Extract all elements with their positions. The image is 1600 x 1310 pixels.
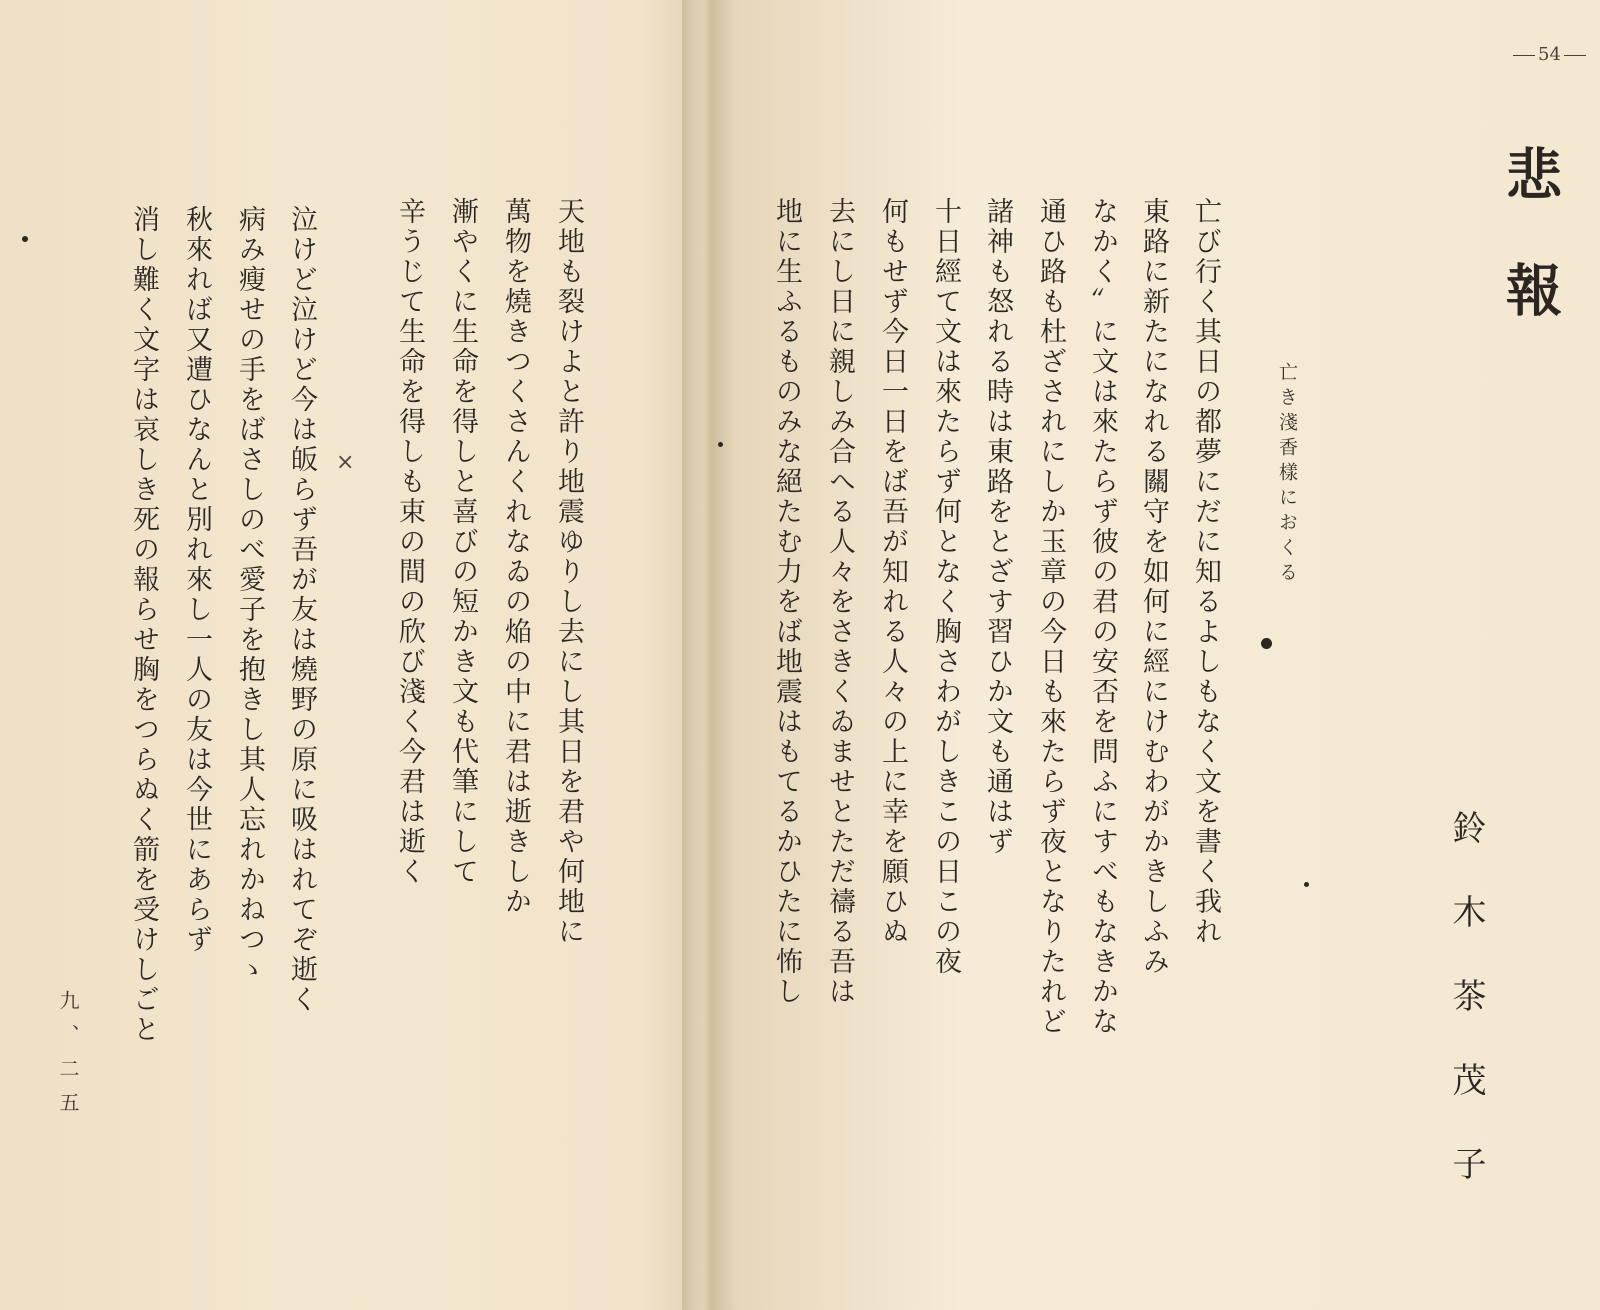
poem-line: 地に生ふるものみな絕たむ力をば地震はもてるかひたに怖し [771,197,802,1007]
poem-line: 辛うじて生命を得しも束の間の欣び淺く今君は逝く [394,197,425,887]
ink-speck [718,442,723,447]
poem-line: 何もせず今日一日をば吾が知れる人々の上に幸を願ひぬ [877,197,908,947]
poem-line: 消し難く文字は哀しき死の報らせ胸をつらぬく箭を受けしごと [128,205,159,1045]
ink-speck [22,236,28,242]
dedication: 亡き淺香樣におくる [1276,362,1298,587]
poem-line: 漸やくに生命を得しと喜びの短かき文も代筆にして [447,197,478,887]
poem-line: 去にし日に親しみ合へる人々をさきくゐませとただ禱る吾は [824,197,855,1007]
poem-line: 秋來れば又遭ひなんと別れ來し一人の友は今世にあらず [181,205,212,955]
ink-speck [1304,882,1309,887]
poem-line: なかく〟に文は來たらず彼の君の安否を問ふにすべもなきかな [1087,197,1118,1037]
poem-line: 通ひ路も杜ざされにしか玉章の今日も來たらず夜となりたれど [1035,197,1066,1037]
poem-line: 萬物を燒きつくさんくれなゐの焔の中に君は逝きしか [500,197,531,917]
bullet-mark [1261,638,1272,649]
poem-line: 泣けど泣けど今は皈らず吾が友は燒野の原に吸はれてぞ逝く [286,205,317,1015]
poem-line: 天地も裂けよと許り地震ゆりし去にし其日を君や何地に [553,197,584,947]
poem-line: 諸神も怒れる時は東路をとざす習ひか文も通はず [982,197,1013,857]
section-separator: × [336,450,355,475]
poem-line: 亡び行く其日の都夢にだに知るよしもなく文を書く我れ [1190,197,1221,947]
poem-line: 病み瘦せの手をばさしのべ愛子を抱きし其人忘れかねつゝ [234,205,265,985]
date-note: 九、二五 [56,990,80,1126]
page-number: 54 [1510,44,1589,65]
poem-line: 十日經て文は來たらず何となく胸さわがしきこの日この夜 [930,197,961,977]
poem-title: 悲報 [1497,145,1563,377]
poem-line: 東路に新たになれる關守を如何に經にけむわがかきしふみ [1138,197,1169,977]
left-page [0,0,690,1310]
author-name: 鈴木茶茂子 [1446,810,1486,1230]
